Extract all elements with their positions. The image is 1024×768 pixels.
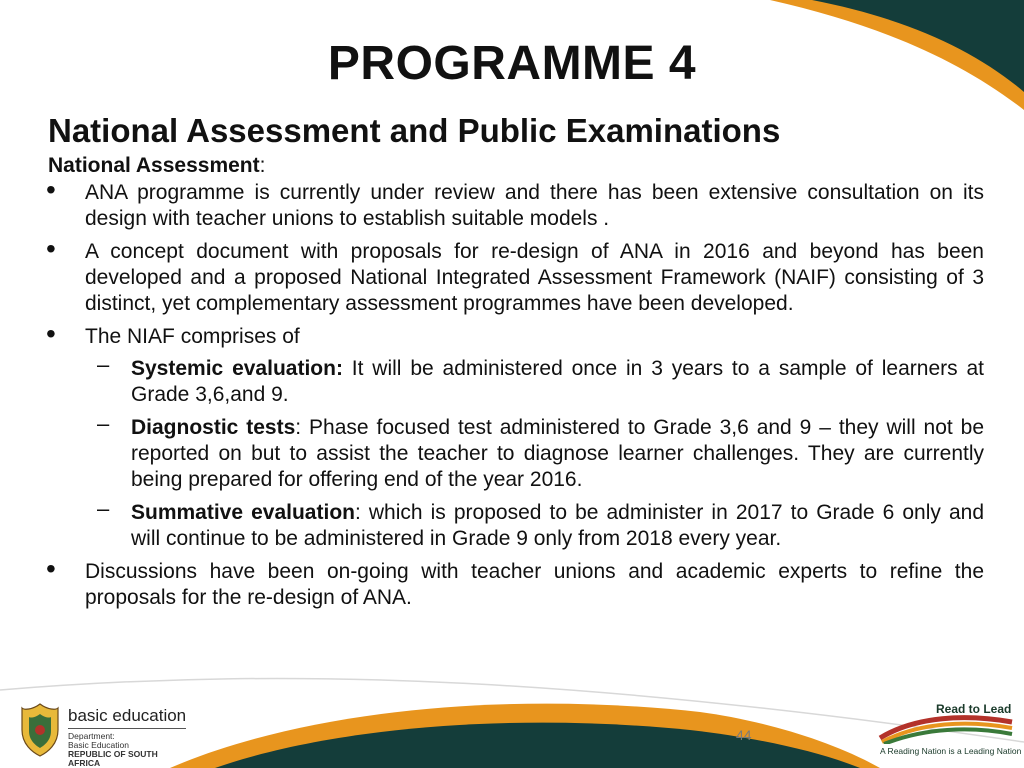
section-colon: : [259,153,266,177]
bullet-item: • ANA programme is currently under review and there has been extensive consultation on its design with teacher unions to establish suitable models . [48,180,984,232]
sub-bullet-list [85,356,984,552]
basic-education-name: basic education [68,706,187,725]
bullet-list [48,180,984,611]
bullet-item: • Discussions have been on-going with teacher unions and academic experts to refine the proposals for the re-design of ANA. [48,559,984,611]
sub-bullet-item [85,500,984,552]
sub-bullet-term: Summative evaluation [131,500,355,524]
read-to-lead-tagline: A Reading Nation is a Leading Nation [880,746,1022,756]
section-label: National Assessment [48,153,260,177]
sub-bullet-text: It will be administered once in 3 years to a sample of learners at Grade 3,6,and 9. [131,356,984,406]
slide-content [48,112,984,618]
bullet-text: The NIAF comprises of [85,324,300,348]
sub-bullet-item [85,415,984,493]
section-heading [48,154,984,178]
sub-bullet-text: : Phase focused test administered to Grade 3,6 and 9 – they will not be reported on but to assist the teacher to diagnose learner challenges. They are currently being prepared for offering end of the year 2016. [131,415,984,491]
logo-department-name: Basic Education [68,740,129,750]
sub-bullet-term: Systemic evaluation: [131,356,343,380]
logo-country: REPUBLIC OF SOUTH AFRICA [68,749,158,768]
sub-bullet-text: : which is proposed to be administer in 2017 to Grade 6 only and will continue to be administered in Grade 9 only from 2018 every year. [131,500,985,550]
sub-bullet-item [85,356,984,408]
coat-of-arms-icon [18,700,62,758]
basic-education-logo [18,700,188,768]
slide-subtitle: National Assessment and Public Examinations [48,112,781,149]
read-to-lead-name: Read to Lead [936,702,1012,716]
read-to-lead-logo [876,698,1022,762]
bullet-item-niaf [48,324,984,552]
logo-divider [68,728,186,729]
logo-department-label: Department: [68,731,115,741]
page-number: 44 [736,727,752,743]
bullet-item: • A concept document with proposals for re-design of ANA in 2016 and beyond has been developed and a proposed National Integrated Assessment Framework (NAIF) consisting of 3 distinct, yet complementary assessment programmes have been developed. [48,239,984,317]
sub-bullet-term: Diagnostic tests [131,415,296,439]
slide-title: PROGRAMME 4 [327,37,697,90]
